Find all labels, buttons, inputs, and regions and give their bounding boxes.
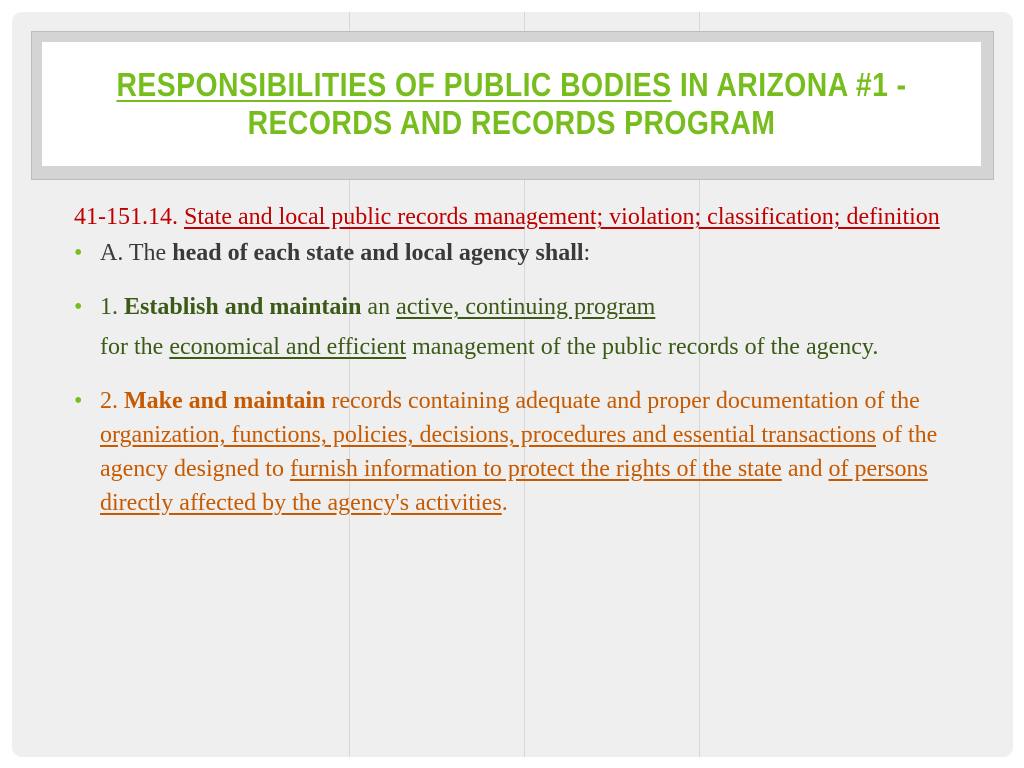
item-1-continuation xyxy=(100,330,944,364)
title-underlined-part: RESPONSIBILITIES OF PUBLIC BODIES xyxy=(116,66,672,103)
item-2-link-persons[interactable]: of persons directly affected by the agency's activities xyxy=(100,456,928,516)
item-2-text4: . xyxy=(501,490,508,516)
title-rest: IN ARIZONA #1 - RECORDS AND RECORDS PROGRAM xyxy=(247,66,907,141)
slide-content xyxy=(74,200,944,520)
bullet-item-a xyxy=(74,236,944,270)
bullet-item-1 xyxy=(74,290,944,364)
item-a-bold: head of each state and local agency shall xyxy=(172,240,584,266)
title-box xyxy=(42,42,981,166)
item-a-prefix: A. The xyxy=(100,240,173,266)
item-2-text3: and xyxy=(781,456,829,482)
item-2-link-organization[interactable]: organization, functions, policies, decisions, procedures and essential transactions xyxy=(100,422,877,448)
item-1-link-program[interactable]: active, continuing program xyxy=(396,294,656,320)
bullet-icon: • xyxy=(74,388,83,414)
item-1-cont-suffix: management of the public records of the agency. xyxy=(406,334,879,360)
item-2-link-furnish[interactable]: furnish information to protect the rights of the state xyxy=(289,456,782,482)
item-1-cont-prefix: for the xyxy=(100,334,170,360)
statute-number: 41-151.14. xyxy=(74,204,184,230)
item-1-link-economical[interactable]: economical and efficient xyxy=(169,334,407,360)
item-1-mid: an xyxy=(361,294,397,320)
statute-title-link[interactable]: State and local public records management; violation; classification; definition xyxy=(184,204,940,230)
item-1-bold: Establish and maintain xyxy=(124,294,362,320)
slide-title xyxy=(108,66,916,142)
item-2-text1: records containing adequate and proper documentation of the xyxy=(325,388,920,414)
item-2-text2: of the agency designed to xyxy=(100,422,938,482)
item-1-line xyxy=(100,290,944,324)
item-1-prefix: 1. xyxy=(100,294,124,320)
bullet-icon: • xyxy=(74,294,83,320)
item-2-bold: Make and maintain xyxy=(124,388,326,414)
item-a-suffix: : xyxy=(583,240,591,266)
statute-heading xyxy=(74,200,944,234)
bullet-item-2 xyxy=(74,384,944,520)
bullet-icon: • xyxy=(74,240,83,266)
item-2-prefix: 2. xyxy=(100,388,124,414)
